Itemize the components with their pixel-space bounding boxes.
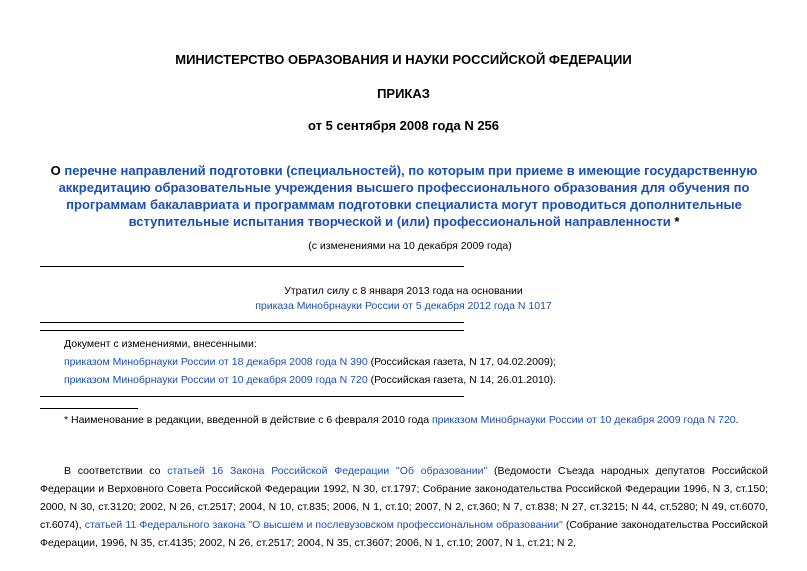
title-suffix: * xyxy=(670,214,680,229)
ministry-heading: МИНИСТЕРСТВО ОБРАЗОВАНИЯ И НАУКИ РОССИЙСКОЙ ФЕДЕРАЦИИ xyxy=(175,52,632,67)
lost-force-text: Утратил силу с 8 января 2013 года на основании xyxy=(284,285,523,297)
document-type-heading: ПРИКАЗ xyxy=(377,86,430,101)
amendment-item xyxy=(64,374,556,386)
footnote-link[interactable]: приказом Минобрнауки России от 10 декабря 2009 года N 720 xyxy=(431,414,736,426)
law-education-link[interactable]: статьей 16 Закона Российской Федерации "Об образовании" xyxy=(167,465,488,477)
body-text: (Ведомости Съезда народных депутатов Российской Федерации и Верховного Совета Российской Федерации 1992, N 30, ст.1797; Собрание законодательства Российской Федерации 1996, N 3, ст.150; 2000, N 30, ст.3120; 2002, N 26, ст.2517; 2004, N 10, ст.835; 2006, N 1, ст.10; 2007, N 2, ст.360; N 7, ст.838; N 27, ст.3215; N 44, ст.5280; N 49, ст.6070, ст.6074), xyxy=(40,465,768,531)
title-link[interactable]: перечне направлений подготовки (специальностей), по которым при приеме в имеющие государственную аккредитацию образовательные учреждения высшего профессионального образования для обучения по программам бакалавриата и программам подготовки специалиста могут проводиться дополнительные вступительные испытания творческой и (или) профессиональной направленности xyxy=(58,163,758,229)
divider xyxy=(40,330,464,331)
body-paragraph xyxy=(40,462,768,552)
divider xyxy=(40,396,464,397)
footnote-end: . xyxy=(735,414,739,426)
lost-force-link[interactable]: приказа Минобрнауки России от 5 декабря 2012 года N 1017 xyxy=(255,300,552,312)
amendment-link[interactable]: приказом Минобрнауки России от 18 декабря 2008 года N 390 xyxy=(64,356,368,368)
document-title xyxy=(34,162,774,230)
changes-note: (с изменениями на 10 декабря 2009 года) xyxy=(308,240,512,252)
divider xyxy=(40,266,464,267)
footnote-divider xyxy=(40,408,138,409)
amendment-source: (Российская газета, N 17, 04.02.2009); xyxy=(367,356,557,368)
body-text: В соответствии со xyxy=(64,465,168,477)
title-prefix: О xyxy=(50,163,65,178)
amendment-link[interactable]: приказом Минобрнауки России от 10 декабря 2009 года N 720 xyxy=(64,374,368,386)
footnote xyxy=(64,414,739,426)
document-date-number: от 5 сентября 2008 года N 256 xyxy=(307,118,500,133)
divider xyxy=(40,322,464,323)
body-text: (Собрание законодательства Российской Федерации, 1996, N 35, ст.4135; 2002, N 26, ст.2517; 2004, N 35, ст.3607; 2006, N 1, ст.10; 2007, N 1, ст.21; N 2, xyxy=(40,519,768,549)
lost-force-line xyxy=(0,300,807,312)
law-higher-education-link[interactable]: статьей 11 Федерального закона "О высшем и послевузовском профессиональном образовании" xyxy=(84,519,563,531)
amendment-source: (Российская газета, N 14, 26.01.2010). xyxy=(367,374,557,386)
amendment-item xyxy=(64,356,556,368)
footnote-text: * Наименование в редакции, введенной в действие с 6 февраля 2010 года xyxy=(64,414,432,426)
amendments-heading: Документ с изменениями, внесенными: xyxy=(64,338,257,350)
